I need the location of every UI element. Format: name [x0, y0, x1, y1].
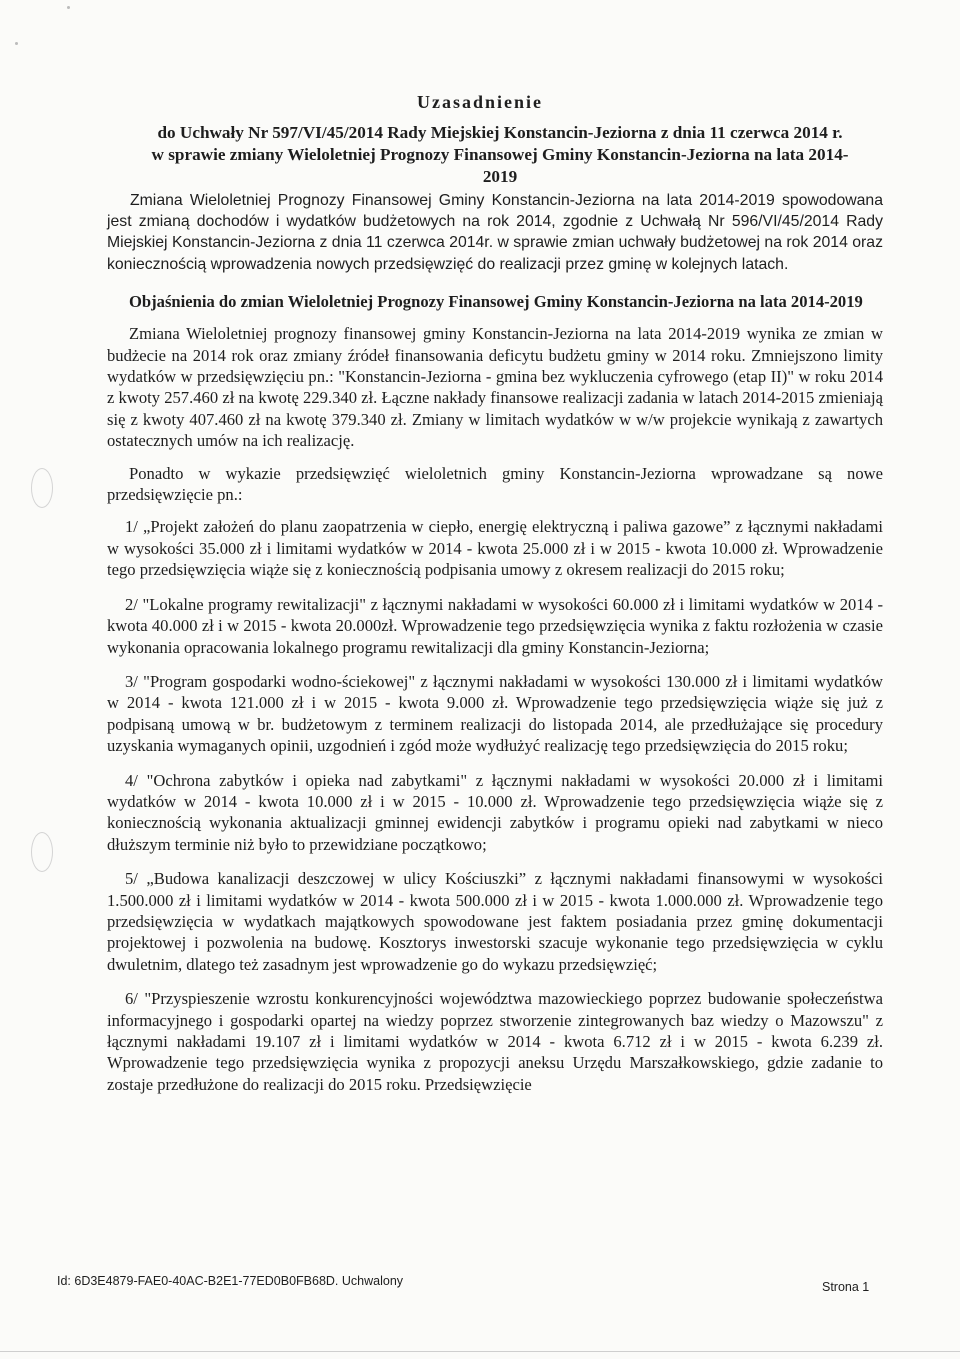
explanations-heading: Objaśnienia do zmian Wieloletniej Prognozy Finansowej Gminy Konstancin-Jeziorna na lata 2014-2019: [129, 291, 863, 311]
scan-speck: [15, 42, 18, 45]
subtitle-subject: w sprawie zmiany Wieloletniej Prognozy Finansowej Gminy Konstancin-Jeziorna na lata 2014-2019: [151, 145, 849, 186]
list-item: 4/ "Ochrona zabytków i opieka nad zabytkami" z łącznymi nakładami w wysokości 20.000 zł i limitami wydatków w 2014 - kwota 10.000 zł i w 2015 - 10.000 zł. Wprowadzenie tego przedsięwzięcia wiąże się z koniecznością wykonania aktualizacji gminnej ewidencji zabytków i programu opieki nad zabytkami w nieco dłuższym terminie niż było to przewidziane początkowo;: [107, 770, 883, 854]
list-item: 2/ "Lokalne programy rewitalizacji" z łącznymi nakładami w wysokości 60.000 zł i limitami wydatków w 2014 - kwota 40.000 zł i w 2015 - kwota 20.000zł. Wprowadzenie tego przedsięwzięcia wynika z faktu rozłożenia w czasie wykonania opracowania lokalnego programu rewitalizacji dla gminy Konstancin-Jeziorna;: [107, 594, 883, 657]
list-item: 5/ „Budowa kanalizacji deszczowej w ulicy Kościuszki” z łącznymi nakładami finansowymi w wysokości 1.500.000 zł i limitami wydatków w 2014 - kwota 500.000 zł i w 2015 - kwota 1.000.000 zł. Wprowadzenie tego przedsięwzięcia w wydatkach majątkowych spowodowane jest faktem posiadania przez gminę dokumentacji projektowej i pozwolenia na budowę. Kosztorys inwestorski szacuje wykonanie tego przedsięwzięcia w cyklu dwuletnim, dlatego też zasadnym jest wprowadzenie go do wykazu przedsięwzięć;: [107, 869, 883, 974]
body-paragraph-changes: Zmiana Wieloletniej prognozy finansowej gminy Konstancin-Jeziorna na lata 2014-2019 wynika ze zmian w budżecie na 2014 rok oraz zmiany źródeł finansowania deficytu budżetu gminy w 2014 roku. Zmniejszono limity wydatków w przedsięwzięciu pn.: "Konstancin-Jeziorna - gmina bez wykluczenia cyfrowego (etap II)" w roku 2014 z kwoty 257.460 zł na kwotę 229.340 zł. Łączne nakłady finansowe realizacji zadania w latach 2014-2015 zmieniają się z kwoty 407.460 zł na kwotę 379.340 zł. Zmiany w limitach wydatków w w/w projekcie wynikają z zawartych ostatecznych umów na ich realizację.: [107, 324, 883, 451]
list-item: 6/ "Przyspieszenie wzrostu konkurencyjności województwa mazowieckiego poprzez budowanie społeczeństwa informacyjnego i gospodarki opartej na wiedzy poprzez stworzenie zintegrowanych baz wiedzy o Mazowszu" z łącznymi nakładami 19.107 zł i limitami wydatków w 2014 - kwota 6.712 zł i w 2015 - kwota 6.239 zł. Wprowadzenie tego przedsięwzięcia wynika z propozycji aneksu Urzędu Marszałkowskiego, gdzie zadanie to zostaje przedłużone do realizacji do 2015 roku. Przedsięwzięcie: [107, 989, 883, 1094]
subtitle-resolution-ref: do Uchwały Nr 597/VI/45/2014 Rady Miejskiej Konstancin-Jeziorna z dnia 11 czerwca 2014 r.: [157, 123, 843, 142]
scan-speck: [67, 6, 70, 9]
list-item: 3/ "Program gospodarki wodno-ściekowej" z łącznymi nakładami w wysokości 130.000 zł i limitami wydatków w 2014 - kwota 121.000 zł i w 2015 - kwota 9.000 zł. Wprowadzenie tego przedsięwzięcia wiąże się już z podpisaną umową w br. budżetowym z terminem realizacji do listopada 2014, ale przedłużające się procedury uzyskania wymaganych opinii, uzgodnień i zgód może wydłużyć realizację tego przedsięwzięcia do 2015 roku;: [107, 671, 883, 756]
intro-paragraph: Zmiana Wieloletniej Prognozy Finansowej Gminy Konstancin-Jeziorna na lata 2014-2019 spowodowana jest zmianą dochodów i wydatków budżetowych na rok 2014, zgodnie z Uchwałą Nr 596/VI/45/2014 Rady Miejskiej Konstancin-Jeziorna z dnia 11 czerwca 2014r. w sprawie zmian uchwały budżetowej na rok 2014 oraz koniecznością wprowadzenia nowych przedsięwzięć do realizacji przez gminę w kolejnych latach.: [107, 192, 883, 273]
body-paragraph-new-projects: Ponadto w wykazie przedsięwzięć wieloletnich gminy Konstancin-Jeziorna wprowadzane są nowe przedsięwzięcie pn.:: [107, 463, 883, 505]
page-bottom-divider: [0, 1351, 960, 1352]
document-subtitle: [135, 122, 865, 188]
list-item: 1/ „Projekt założeń do planu zaopatrzenia w ciepło, energię elektryczną i paliwa gazowe” z łącznymi nakładami w wysokości 35.000 zł i limitami wydatków w 2014 - kwota 25.000 zł i w 2015 - kwota 10.000 zł. Wprowadzenie tego przedsięwzięcia wiąże się z koniecznością podpisania umowy z okresem realizacji do 2015 roku;: [107, 517, 883, 580]
punch-hole-mark: [31, 468, 53, 508]
punch-hole-mark: [31, 832, 53, 872]
document-body: [107, 190, 883, 1108]
document-title: Uzasadnienie: [416, 92, 543, 112]
document-id-footer: Id: 6D3E4879-FAE0-40AC-B2E1-77ED0B0FB68D. Uchwalony: [57, 1274, 404, 1288]
page-number: Strona 1: [822, 1280, 870, 1294]
